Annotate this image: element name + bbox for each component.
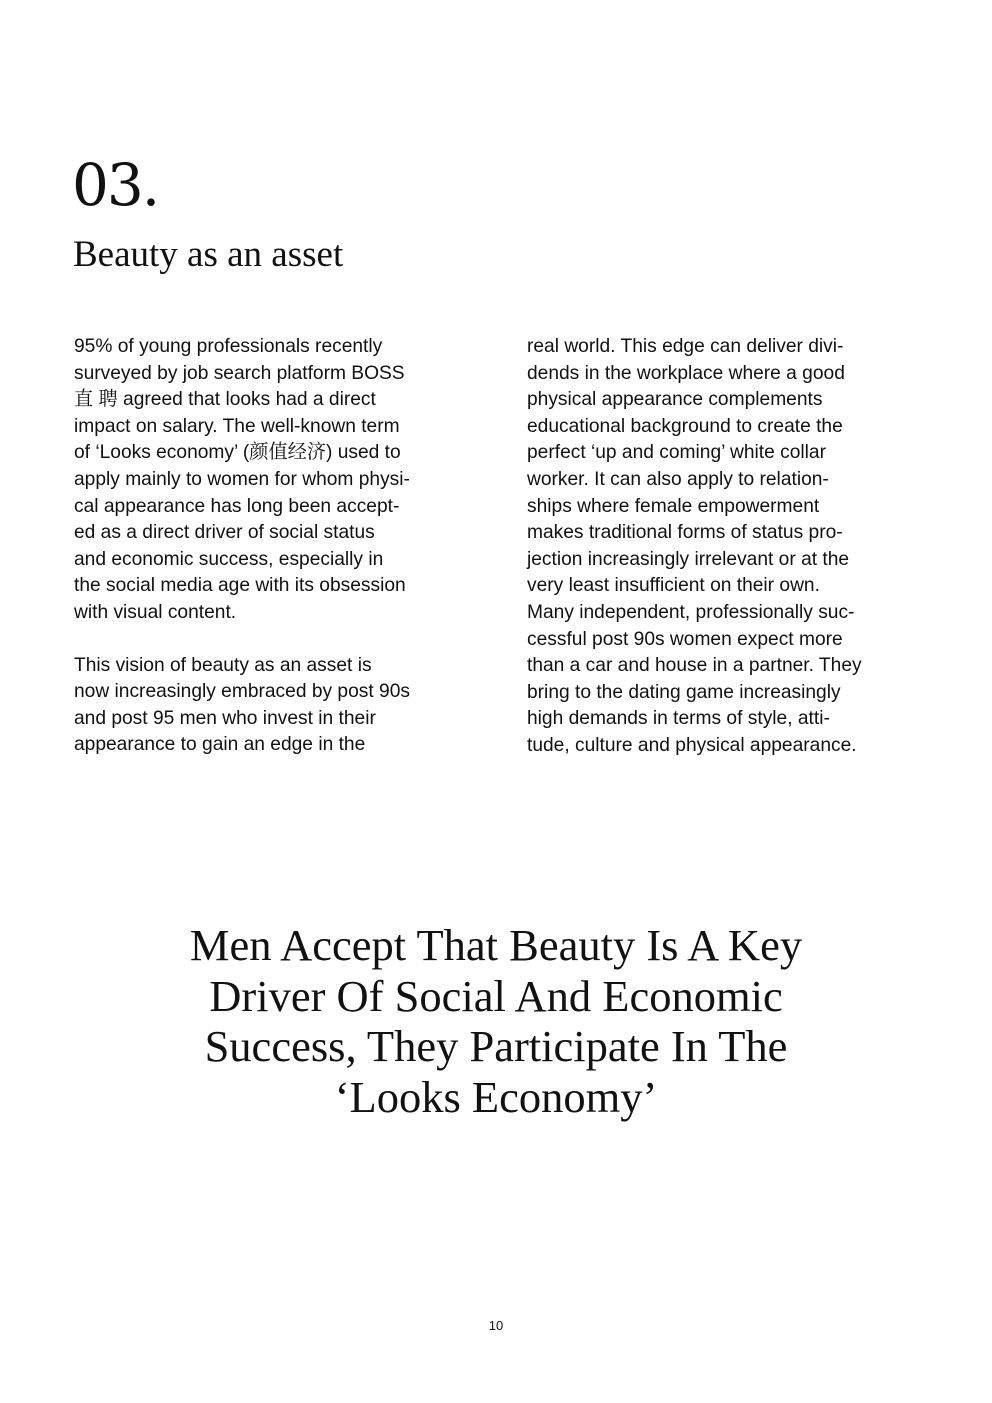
body-paragraph: real world. This edge can deliver divi- dends in the workplace where a good physical appearance complements educational background to create the perfect ‘up and coming’ white collar worker. It can also apply to relation- ships where female empowerment makes traditional forms of status pro- jection increasingly irrelevant or at the very least insufficient on their own. Many independent, professionally suc- cessful post 90s women expect more than a car and house in a partner. They bring to the dating game increasingly high demands in terms of style, atti- tude, culture and physical appearance.: [527, 336, 862, 756]
section-title: Beauty as an asset: [73, 234, 344, 275]
section-number: 03.: [72, 151, 159, 219]
body-paragraph: 95% of young professionals recently surveyed by job search platform BOSS 直 聘 agreed that looks had a direct impact on salary. The well-known term of ‘Looks economy’ (颜值经济) used to apply mainly to women for whom physi- cal appearance has long been accept- ed as a direct driver of social status and economic success, especially in the social media age with its obsession with visual content.: [74, 336, 410, 623]
body-column-right: [527, 334, 927, 760]
pull-quote: Men Accept That Beauty Is A Key Driver Of Social And Economic Success, They Participate In The ‘Looks Economy’: [189, 920, 803, 1122]
page-number: 10: [488, 1318, 504, 1333]
body-paragraph: This vision of beauty as an asset is now increasingly embraced by post 90s and post 95 men who invest in their appearance to gain an edge in the: [74, 654, 410, 756]
body-column-left: [74, 334, 474, 759]
